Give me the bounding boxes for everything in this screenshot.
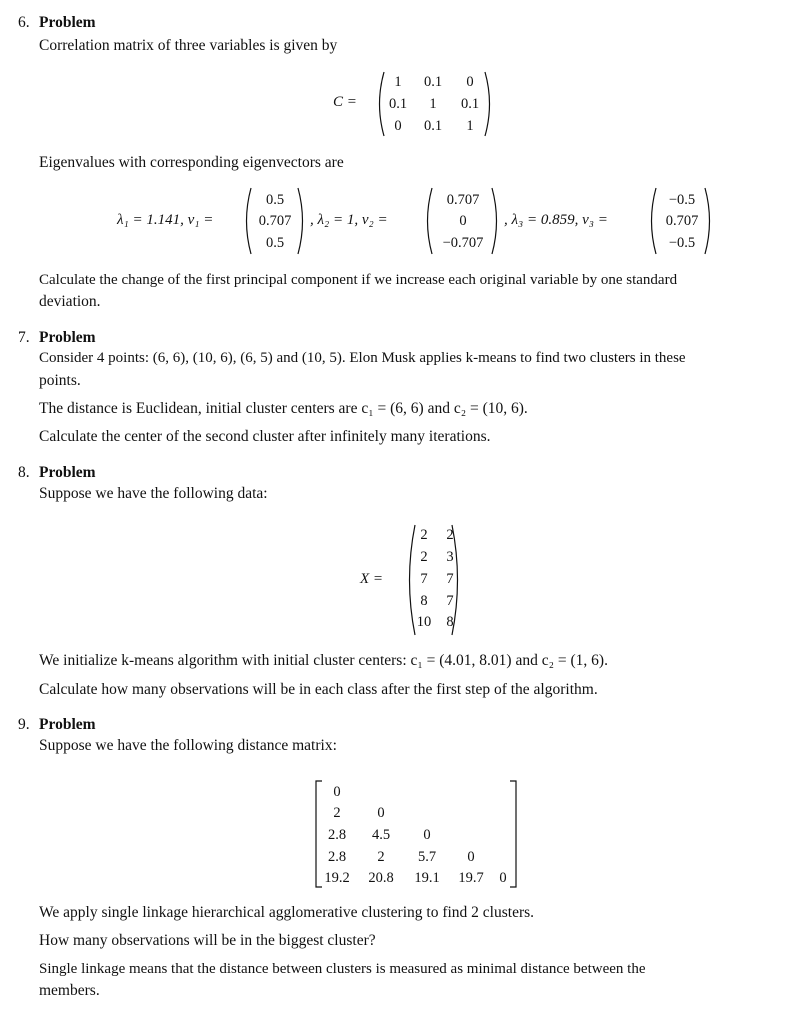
distance-matrix-bracket-left <box>315 780 323 888</box>
problem-8-line-2: Calculate how many observations will be in each class after the first step of the algorithm. <box>39 681 598 698</box>
eigen-1-paren-left <box>241 186 253 256</box>
problem-7-line-3: The distance is Euclidean, initial cluster centers are c₁ = (6, 6) and c₂ = (10, 6). <box>39 400 528 417</box>
matrix-c-cell: 0.1 <box>423 118 443 134</box>
matrix-c-cell: 0 <box>394 118 402 134</box>
matrix-c-cell: 0 <box>466 74 474 90</box>
problem-9-intro: Suppose we have the following distance matrix: <box>39 737 337 754</box>
eigen-3-paren-left <box>646 186 658 256</box>
eigen-2-cell: −0.707 <box>442 235 484 251</box>
distance-matrix-cell: 2 <box>377 849 385 865</box>
problem-7-number: 7. <box>18 329 30 346</box>
problem-9-line-2: How many observations will be in the biggest cluster? <box>39 932 376 949</box>
eigen-2-label: , λ₂ = 1, v₂ = <box>310 212 388 228</box>
distance-matrix-cell: 0 <box>377 805 385 821</box>
matrix-x-cell: 2 <box>420 549 428 565</box>
distance-matrix-cell: 0 <box>467 849 475 865</box>
problem-8-title: Problem <box>39 464 96 481</box>
matrix-x-label: X = <box>360 571 384 587</box>
distance-matrix-cell: 2 <box>333 805 341 821</box>
eigen-1-paren-right <box>296 186 308 256</box>
problem-6-question-1: Calculate the change of the first principal component if we increase each original variable by one standard <box>39 272 678 288</box>
eigen-1-cell: 0.707 <box>258 213 292 229</box>
eigen-2-paren-left <box>422 186 434 256</box>
problem-8-number: 8. <box>18 464 30 481</box>
problem-7-title: Problem <box>39 329 96 346</box>
problem-7-line-1: Consider 4 points: (6, 6), (10, 6), (6, 5) and (10, 5). Elon Musk applies k-means to find two clusters in these <box>39 350 686 366</box>
matrix-x-cell: 2 <box>446 527 454 543</box>
eigen-intro: Eigenvalues with corresponding eigenvectors are <box>39 154 344 171</box>
problem-8-line-1: We initialize k-means algorithm with initial cluster centers: c₁ = (4.01, 8.01) and c₂ = (1, 6). <box>39 652 608 669</box>
matrix-c-label: C = <box>333 94 357 110</box>
problem-7-line-2: points. <box>39 372 81 389</box>
matrix-c-cell: 1 <box>466 118 474 134</box>
distance-matrix-cell: 0 <box>499 870 507 886</box>
distance-matrix-cell: 20.8 <box>368 870 394 886</box>
matrix-x-cell: 8 <box>420 593 428 609</box>
problem-6-number: 6. <box>18 14 30 31</box>
matrix-x-paren-left <box>403 523 417 637</box>
eigen-1-label: λ₁ = 1.141, v₁ = <box>117 212 214 228</box>
problem-7-line-4: Calculate the center of the second cluster after infinitely many iterations. <box>39 428 491 445</box>
problem-6-question-2: deviation. <box>39 293 101 310</box>
matrix-c-cell: 1 <box>429 96 437 112</box>
eigen-2-cell: 0 <box>459 213 467 229</box>
distance-matrix-cell: 2.8 <box>327 849 347 865</box>
problem-9-line-4: members. <box>39 982 100 999</box>
eigen-3-cell: −0.5 <box>668 235 696 251</box>
matrix-c-paren-right <box>483 70 495 138</box>
eigen-2-paren-right <box>490 186 502 256</box>
distance-matrix-cell: 0 <box>423 827 431 843</box>
eigen-3-cell: 0.707 <box>665 213 699 229</box>
distance-matrix-cell: 5.7 <box>417 849 437 865</box>
eigen-2-cell: 0.707 <box>446 192 480 208</box>
matrix-x-cell: 7 <box>446 571 454 587</box>
matrix-c-cell: 0.1 <box>423 74 443 90</box>
problem-6-intro: Correlation matrix of three variables is given by <box>39 37 338 54</box>
eigen-1-cell: 0.5 <box>265 192 285 208</box>
matrix-x-cell: 3 <box>446 549 454 565</box>
distance-matrix-cell: 19.2 <box>324 870 350 886</box>
matrix-c-cell: 1 <box>394 74 402 90</box>
matrix-c-cell: 0.1 <box>460 96 480 112</box>
distance-matrix-cell: 0 <box>333 784 341 800</box>
distance-matrix-cell: 2.8 <box>327 827 347 843</box>
distance-matrix-cell: 4.5 <box>371 827 391 843</box>
matrix-x-cell: 7 <box>446 593 454 609</box>
matrix-c-paren-left <box>374 70 386 138</box>
distance-matrix-cell: 19.1 <box>414 870 440 886</box>
problem-6-title: Problem <box>39 14 96 31</box>
matrix-x-cell: 10 <box>416 614 432 630</box>
problem-9-title: Problem <box>39 716 96 733</box>
distance-matrix-cell: 19.7 <box>458 870 484 886</box>
matrix-c-cell: 0.1 <box>388 96 408 112</box>
eigen-1-cell: 0.5 <box>265 235 285 251</box>
eigen-3-cell: −0.5 <box>668 192 696 208</box>
eigen-3-label: , λ₃ = 0.859, v₃ = <box>504 212 608 228</box>
problem-8-intro: Suppose we have the following data: <box>39 485 268 502</box>
eigen-3-paren-right <box>703 186 715 256</box>
problem-9-number: 9. <box>18 716 30 733</box>
problem-9-line-1: We apply single linkage hierarchical agglomerative clustering to find 2 clusters. <box>39 904 535 921</box>
distance-matrix-bracket-right <box>509 780 517 888</box>
matrix-x-cell: 7 <box>420 571 428 587</box>
matrix-x-cell: 2 <box>420 527 428 543</box>
problem-9-line-3: Single linkage means that the distance between clusters is measured as minimal distance between the <box>39 961 646 977</box>
matrix-x-cell: 8 <box>446 614 454 630</box>
